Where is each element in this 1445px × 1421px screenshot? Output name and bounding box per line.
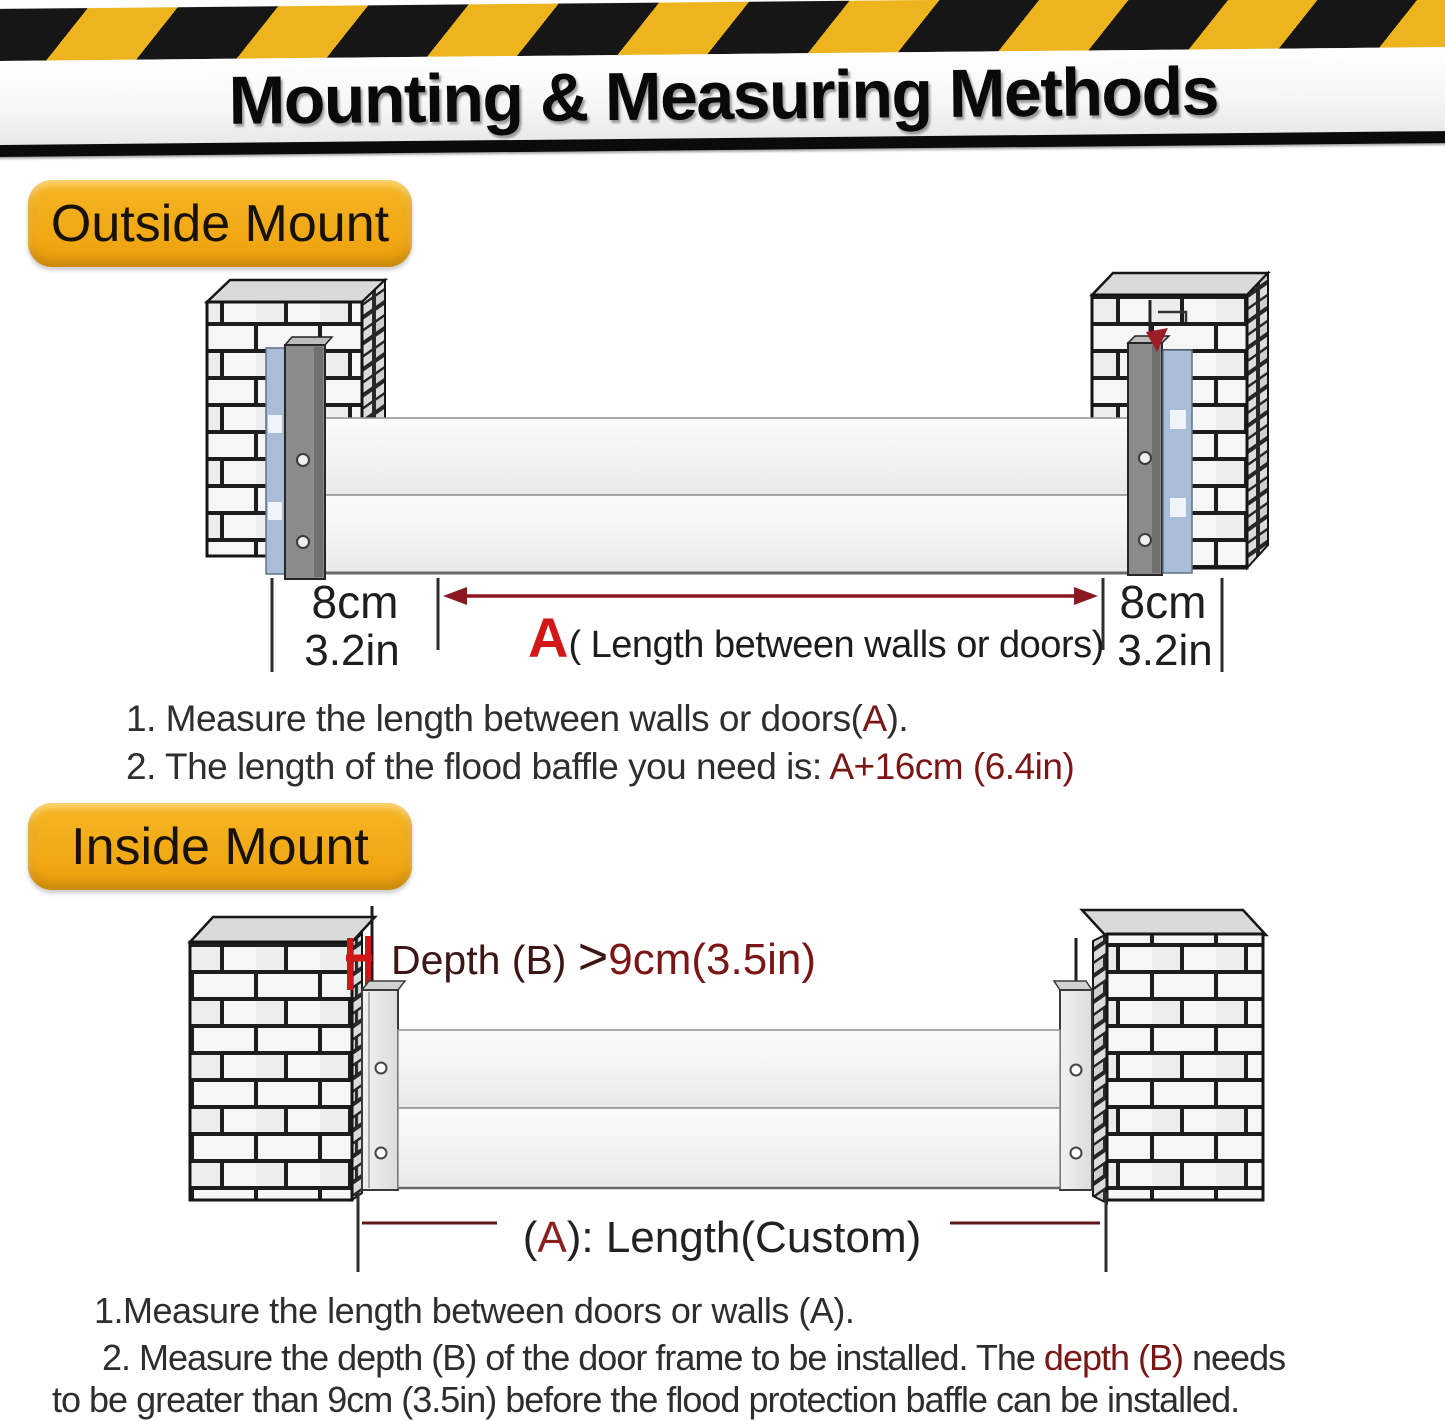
outside-dimensions: [272, 576, 1222, 675]
seal-strip: [266, 348, 285, 574]
screw: [1139, 534, 1151, 546]
left-mounting-channel: [266, 337, 332, 579]
screw: [297, 536, 309, 548]
channel-body: [1060, 990, 1092, 1190]
flood-barrier: [325, 418, 1128, 573]
outside-mount-diagram: [0, 270, 1445, 680]
channel-shade: [314, 347, 323, 577]
length-label: [523, 1213, 922, 1262]
seal-mark: [1170, 498, 1186, 517]
screw: [376, 1148, 387, 1159]
outside-mount-badge-label: Outside Mount: [50, 194, 390, 253]
span-label: [528, 606, 1104, 669]
screw: [376, 1063, 387, 1074]
arrow-head-left-icon: [443, 587, 467, 605]
length-label-pre: (: [522, 1213, 538, 1262]
pillar-top: [1082, 910, 1266, 935]
seal-strip: [1163, 350, 1192, 573]
outside-step-1: [126, 698, 908, 740]
screw: [1071, 1065, 1082, 1076]
pillar-top: [207, 280, 385, 302]
span-label-a: A: [528, 606, 569, 669]
channel-body: [362, 990, 398, 1190]
dim-right-cm: 8cm: [1119, 576, 1207, 628]
inside-right-pillar: [1082, 910, 1266, 1203]
pillar-top: [1092, 273, 1268, 295]
channel-cap: [285, 337, 332, 345]
length-label-post: ): Length(Custom): [566, 1213, 922, 1262]
pillar-side: [1247, 273, 1268, 568]
depth-gt: >: [577, 928, 609, 986]
channel-shade: [1152, 345, 1160, 573]
inside-step-2-line2-text: to be greater than 9cm (3.5in) before the flood protection baffle can be installed.: [52, 1379, 1240, 1420]
header: [0, 0, 1445, 157]
depth-value: 9cm(3.5in): [608, 935, 817, 984]
screw: [1139, 452, 1151, 464]
page-title: Mounting & Measuring Methods: [228, 53, 1219, 139]
inside-dimensions: [358, 1192, 1106, 1272]
outside-step-2: [126, 746, 1074, 788]
arrow-head-right-icon: [1074, 587, 1098, 605]
screw: [1071, 1148, 1082, 1159]
dim-left-in: 3.2in: [304, 626, 400, 675]
inside-step-2-end: needs: [1183, 1337, 1286, 1378]
pillar-front-bricks: [190, 942, 352, 1200]
seal-mark: [1170, 410, 1186, 429]
flood-barrier: [398, 1030, 1060, 1188]
right-mounting-channel: [1128, 328, 1192, 575]
title-band: [0, 47, 1445, 145]
barrier-panel-top: [325, 418, 1128, 495]
depth-label-text: Depth (B): [391, 937, 578, 983]
barrier-panel-top: [398, 1030, 1060, 1108]
inside-step-2-depth: depth (B): [1043, 1337, 1183, 1378]
barrier-panel-bottom: [398, 1108, 1060, 1188]
outside-step-1-end: ).: [886, 698, 909, 739]
inside-mount-diagram: [0, 895, 1445, 1275]
barrier-panel-bottom: [325, 495, 1128, 573]
dim-right-in: 3.2in: [1117, 626, 1213, 675]
length-label-a: A: [537, 1213, 567, 1262]
inside-mount-badge-label: Inside Mount: [71, 817, 369, 876]
outside-step-1-text: 1. Measure the length between walls or doors(: [126, 698, 863, 739]
inside-step-1-text: 1.Measure the length between doors or walls (A).: [94, 1290, 855, 1331]
inside-step-2-line2: [52, 1379, 1239, 1421]
span-label-text: ( Length between walls or doors): [568, 624, 1104, 666]
channel-cap: [1054, 981, 1092, 990]
seal-mark: [268, 415, 282, 433]
inside-step-2: [102, 1337, 1285, 1379]
outside-step-2-text: 2. The length of the flood baffle you need is:: [126, 746, 830, 787]
inside-step-1: [94, 1290, 854, 1332]
inside-step-2-text: 2. Measure the depth (B) of the door frame to be installed. The: [102, 1337, 1044, 1378]
outside-mount-badge: [28, 180, 412, 267]
inside-mount-badge: [28, 803, 412, 890]
pillar-side: [1093, 934, 1107, 1203]
depth-label: [391, 928, 816, 986]
dim-left-cm: 8cm: [311, 576, 399, 628]
outside-step-2-value: A+16cm (6.4in): [829, 746, 1075, 787]
screw: [297, 454, 309, 466]
pillar-front-bricks: [1107, 934, 1263, 1200]
outside-step-1-a: A: [862, 698, 887, 739]
seal-mark: [268, 502, 282, 520]
